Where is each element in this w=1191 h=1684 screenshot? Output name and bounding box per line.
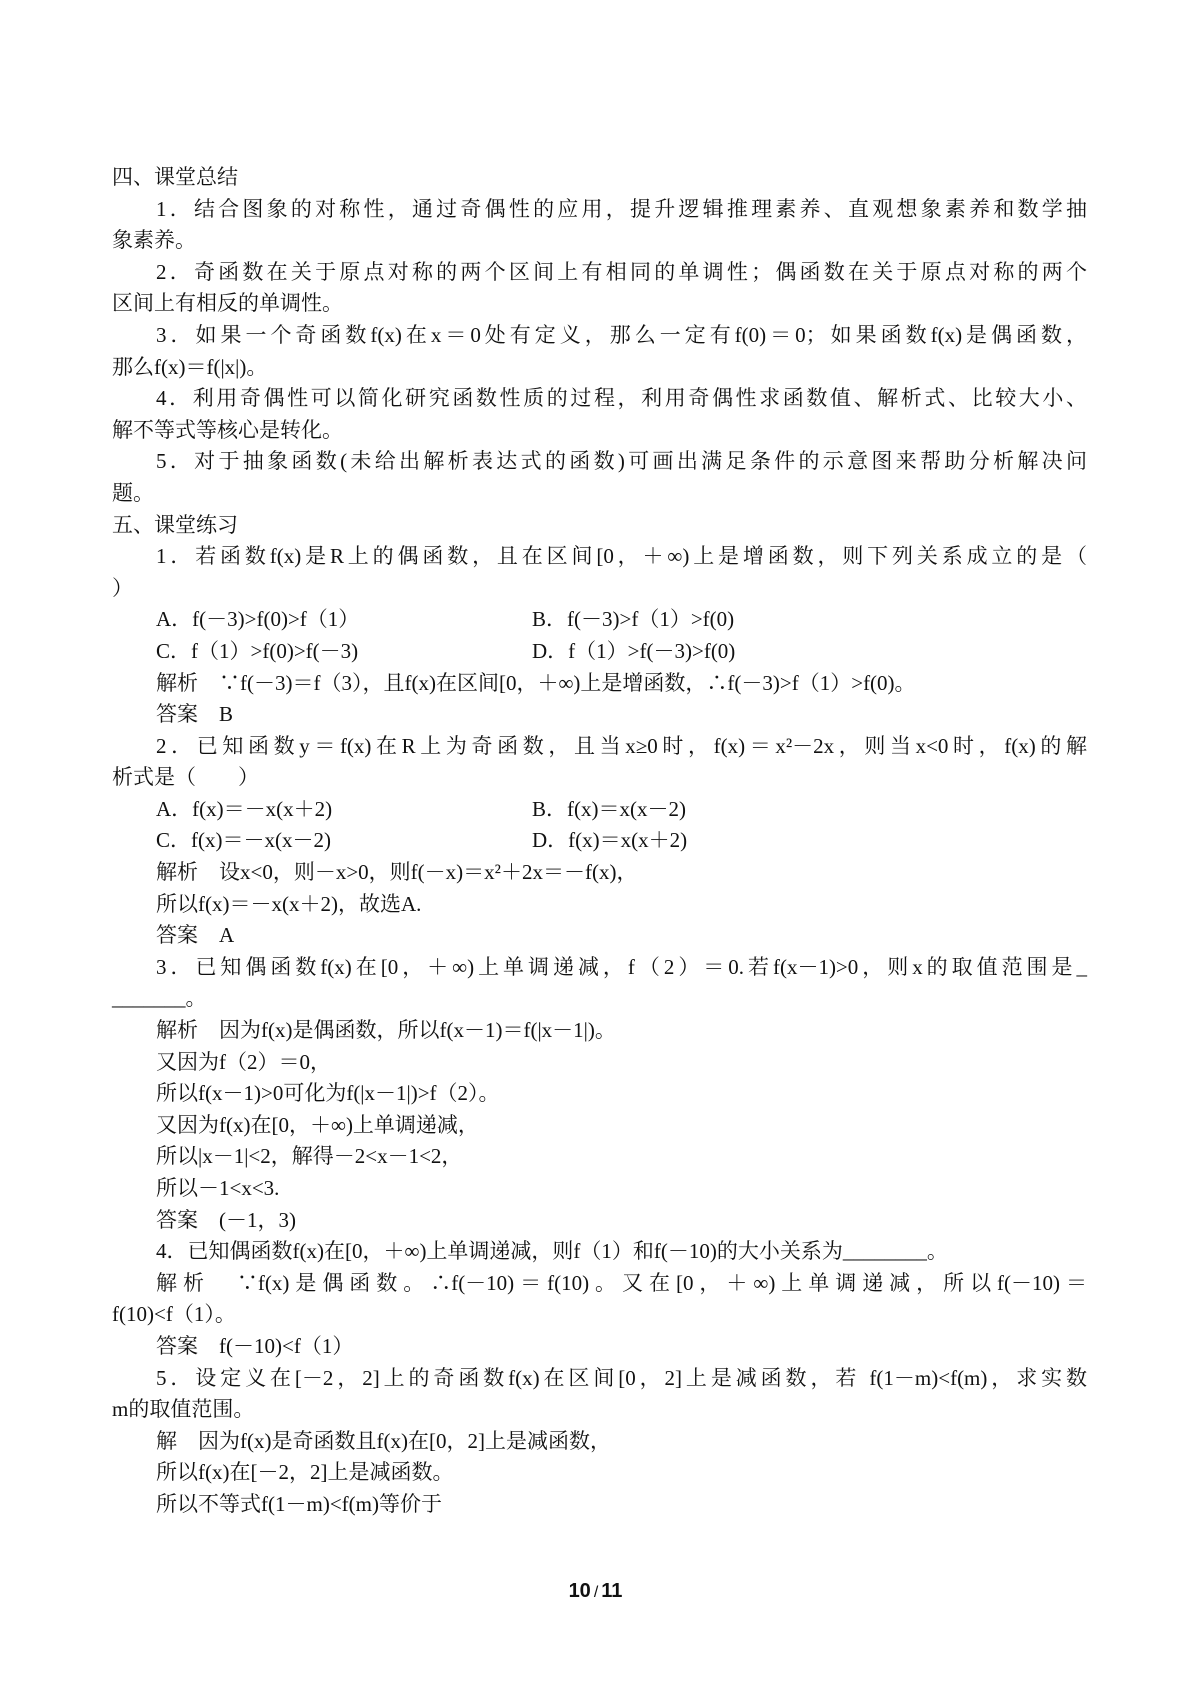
q1-option-d: D．f（1）>f(－3)>f(0) <box>532 638 736 663</box>
q5-stem: 5．设定义在[－2，2]上的奇函数f(x)在区间[0，2]上是减函数，若 f(1－m)<f(m)，求实数 <box>156 1365 1087 1390</box>
q3-answer: 答案 (－1，3) <box>156 1207 296 1232</box>
q3-analysis-3: 所以f(x－1)>0可化为f(|x－1|)>f（2）。 <box>156 1081 500 1106</box>
summary-item-4: 4．利用奇偶性可以简化研究函数性质的过程，利用奇偶性求函数值、解析式、比较大小、 <box>156 386 1087 411</box>
q5-solution-3: 所以不等式f(1－m)<f(m)等价于 <box>156 1491 442 1516</box>
section-heading-summary: 四、课堂总结 <box>112 165 238 189</box>
q2-stem-cont: 析式是（ ） <box>112 765 259 790</box>
summary-item-5-cont: 题。 <box>112 480 154 505</box>
q5-solution-2: 所以f(x)在[－2，2]上是减函数。 <box>156 1460 454 1485</box>
section-heading-practice: 五、课堂练习 <box>112 512 238 537</box>
q2-options-row-1 <box>112 794 1087 826</box>
q2-option-b: B．f(x)＝x(x－2) <box>532 796 686 821</box>
summary-item-5: 5．对于抽象函数(未给出解析表达式的函数)可画出满足条件的示意图来帮助分析解决问 <box>156 449 1087 474</box>
q3-analysis-5: 所以|x－1|<2，解得－2<x－1<2， <box>156 1144 463 1169</box>
page-separator: / <box>593 1584 599 1601</box>
q4-analysis-1: 解析 ∵f(x)是偶函数。∴f(－10)＝f(10)。又在[0，＋∞)上单调递减，所以f(－10)＝ <box>156 1270 1087 1295</box>
q3-stem: 3．已知偶函数f(x)在[0，＋∞)上单调递减，f（2）＝0.若f(x－1)>0，则x的取值范围是_ <box>156 954 1087 979</box>
q5-solution-1: 解 因为f(x)是奇函数且f(x)在[0，2]上是减函数， <box>156 1428 611 1453</box>
q5-stem-cont: m的取值范围。 <box>112 1397 255 1422</box>
q1-option-b: B．f(－3)>f（1）>f(0) <box>532 607 735 632</box>
summary-item-2: 2．奇函数在关于原点对称的两个区间上有相同的单调性；偶函数在关于原点对称的两个 <box>156 259 1087 284</box>
q2-option-a: A．f(x)＝－x(x＋2) <box>156 796 333 821</box>
summary-item-3: 3．如果一个奇函数f(x)在x＝0处有定义，那么一定有f(0)＝0；如果函数f(x)是偶函数， <box>156 322 1087 347</box>
q4-stem: 4．已知偶函数f(x)在[0，＋∞)上单调递减，则f（1）和f(－10)的大小关系为________。 <box>156 1239 948 1264</box>
q2-options-row-2 <box>112 825 1087 857</box>
q3-analysis-4: 又因为f(x)在[0，＋∞)上单调递减， <box>156 1112 479 1137</box>
q1-stem: 1．若函数f(x)是R上的偶函数，且在区间[0，＋∞)上是增函数，则下列关系成立的是（ <box>156 544 1087 569</box>
summary-item-1: 1．结合图象的对称性，通过奇偶性的应用，提升逻辑推理素养、直观想象素养和数学抽 <box>156 196 1087 221</box>
q2-analysis-2: 所以f(x)＝－x(x＋2)，故选A. <box>156 891 422 916</box>
q3-analysis-6: 所以－1<x<3. <box>156 1176 280 1200</box>
q1-analysis: 解析 ∵f(－3)＝f（3），且f(x)在区间[0，＋∞)上是增函数，∴f(－3)>f（1）>f(0)。 <box>156 670 916 695</box>
page-content <box>112 162 1087 1521</box>
q2-analysis-1: 解析 设x<0，则－x>0，则f(－x)＝x²＋2x＝－f(x)， <box>156 860 638 885</box>
q2-option-d: D．f(x)＝x(x＋2) <box>532 828 688 853</box>
summary-item-1-cont: 象素养。 <box>112 228 196 253</box>
q4-answer: 答案 f(－10)<f（1） <box>156 1333 354 1358</box>
summary-item-4-cont: 解不等式等核心是转化。 <box>112 417 343 442</box>
q4-analysis-2: f(10)<f（1）。 <box>112 1302 236 1327</box>
page-number <box>0 1580 1191 1603</box>
q3-stem-cont: _______。 <box>112 986 207 1011</box>
q1-answer: 答案 B <box>156 702 234 727</box>
q1-option-c: C．f（1）>f(0)>f(－3) <box>156 638 359 663</box>
page-total: 11 <box>601 1580 623 1602</box>
q2-option-c: C．f(x)＝－x(x－2) <box>156 828 331 853</box>
q2-answer: 答案 A <box>156 923 235 948</box>
q3-analysis-2: 又因为f（2）＝0， <box>156 1049 331 1074</box>
summary-item-3-cont: 那么f(x)＝f(|x|)。 <box>112 354 268 379</box>
summary-item-2-cont: 区间上有相反的单调性。 <box>112 291 343 316</box>
q1-options-row-2 <box>112 636 1087 668</box>
q1-option-a: A．f(－3)>f(0)>f（1） <box>156 607 360 632</box>
q1-options-row-1 <box>112 604 1087 636</box>
page-current: 10 <box>568 1580 591 1602</box>
q2-stem: 2．已知函数y＝f(x)在R上为奇函数，且当x≥0时，f(x)＝x²－2x，则当x<0时，f(x)的解 <box>156 733 1087 758</box>
q3-analysis-1: 解析 因为f(x)是偶函数，所以f(x－1)＝f(|x－1|)。 <box>156 1018 616 1043</box>
q1-stem-cont: ） <box>112 575 133 600</box>
